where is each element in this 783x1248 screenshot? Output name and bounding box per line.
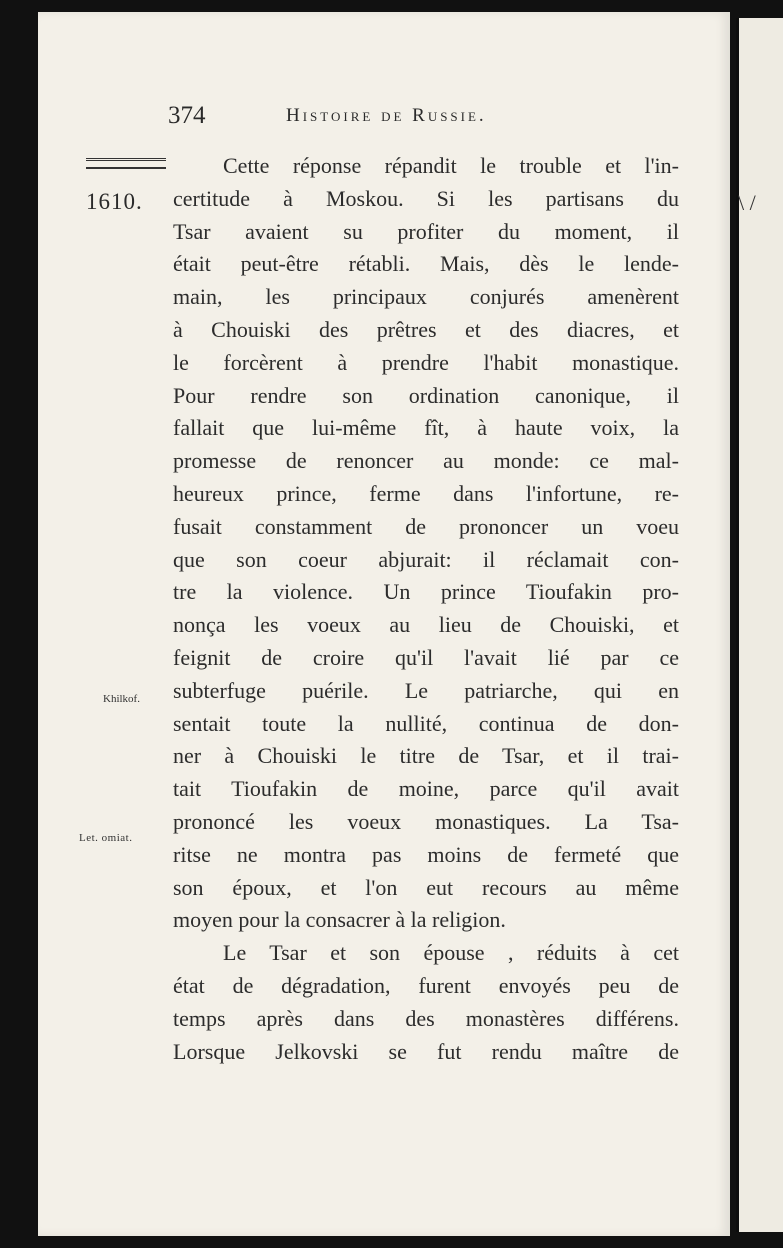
- running-title: Histoire de Russie.: [286, 105, 487, 126]
- text-line: Pour rendre son ordination canonique, il: [173, 382, 679, 408]
- margin-note-letopis: Let. omiat.: [79, 832, 133, 844]
- text-line: le forcèrent à prendre l'habit monastique.: [173, 349, 679, 375]
- text-line: nonça les voeux au lieu de Chouiski, et: [173, 612, 679, 638]
- text-line: Tsar avaient su profiter du moment, il: [173, 218, 679, 244]
- text-line: promesse de renoncer au monde: ce mal-: [173, 448, 679, 474]
- text-line: feignit de croire qu'il l'avait lié par ce: [173, 644, 679, 670]
- text-line: était peut-être rétabli. Mais, dès le lende-: [173, 251, 679, 277]
- text-line: temps après dans des monastères différens.: [173, 1005, 679, 1031]
- text-line: son époux, et l'on eut recours au même: [173, 874, 679, 900]
- text-line: heureux prince, ferme dans l'infortune, re-: [173, 480, 679, 506]
- text-line: prononcé les voeux monastiques. La Tsa-: [173, 808, 679, 834]
- page-header: [168, 102, 688, 132]
- text-line: Lorsque Jelkovski se fut rendu maître de: [173, 1038, 679, 1064]
- text-line: Le Tsar et son épouse , réduits à cet: [223, 940, 679, 966]
- text-line: subterfuge puérile. Le patriarche, qui en: [173, 677, 679, 703]
- margin-note-khilkof: Khilkof.: [103, 693, 140, 705]
- text-line: ner à Chouiski le titre de Tsar, et il trai-: [173, 743, 679, 769]
- text-line: tait Tioufakin de moine, parce qu'il avait: [173, 776, 679, 802]
- text-line: moyen pour la consacrer à la religion.: [173, 907, 506, 933]
- text-line: sentait toute la nullité, continua de don-: [173, 710, 679, 736]
- text-line: certitude à Moskou. Si les partisans du: [173, 185, 679, 211]
- margin-year: 1610.: [86, 189, 143, 214]
- text-line: main, les principaux conjurés amenèrent: [173, 284, 679, 310]
- facing-page-mark: \ /: [738, 190, 756, 215]
- margin-rule: [86, 158, 166, 169]
- text-line: que son coeur abjurait: il réclamait con-: [173, 546, 679, 572]
- text-line: tre la violence. Un prince Tioufakin pro-: [173, 579, 679, 605]
- text-line: à Chouiski des prêtres et des diacres, et: [173, 316, 679, 342]
- text-line: fallait que lui-même fît, à haute voix, la: [173, 415, 679, 441]
- page-number: 374: [168, 102, 206, 129]
- body-text: [173, 150, 679, 1068]
- text-line: fusait constamment de prononcer un voeu: [173, 513, 679, 539]
- text-line: état de dégradation, furent envoyés peu de: [173, 972, 679, 998]
- text-line: Cette réponse répandit le trouble et l'in-: [223, 153, 679, 178]
- text-line: ritse ne montra pas moins de fermeté que: [173, 841, 679, 867]
